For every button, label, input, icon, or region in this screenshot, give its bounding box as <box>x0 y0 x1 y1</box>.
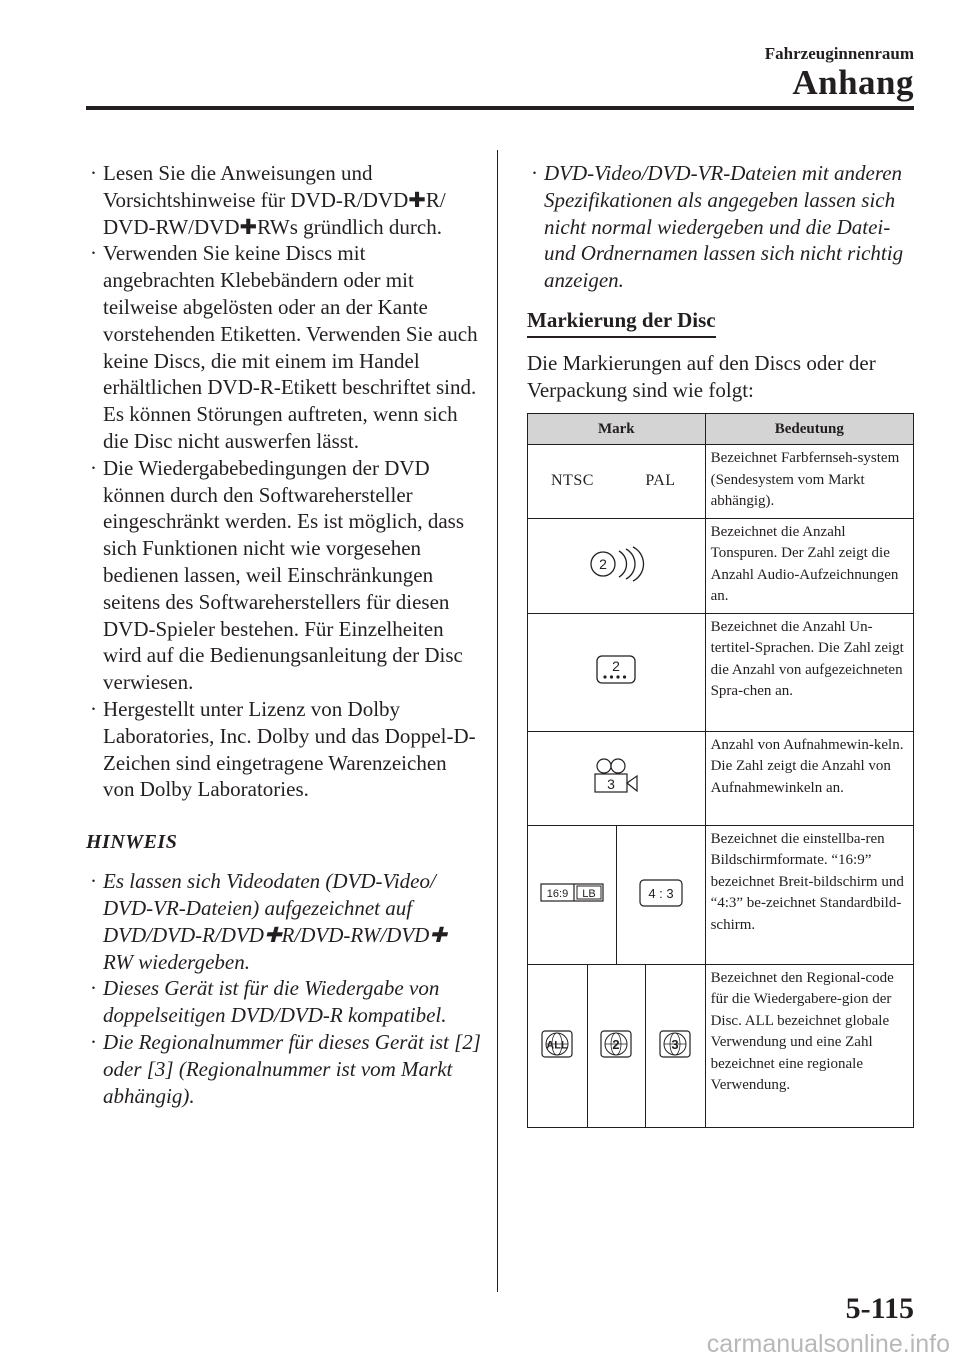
table-row <box>528 445 914 519</box>
bullet-icon: · <box>90 869 97 894</box>
angles-number: 3 <box>607 776 616 792</box>
angles-mark-cell <box>528 731 706 825</box>
note-item-text: DVD-Video/DVD-VR-Dateien mit anderen Spezifikationen als angegeben lassen sich nicht normal wiedergeben und die Datei- und Ordnernamen lassen sich nicht richtig anzeigen. <box>544 161 904 293</box>
list-item-text: Lesen Sie die Anweisungen und Vorsichtshinweise für DVD-R/DVD✚R/ DVD-RW/DVD✚RWs gründlich durch. <box>103 161 446 239</box>
meaning-cell: Bezeichnet Farbfernseh-system (Sendesystem vom Markt abhängig). <box>705 445 913 519</box>
standard-screen-mark-cell <box>616 825 705 964</box>
region-all-label: ALL <box>546 1039 569 1051</box>
color-system-mark-cell <box>528 445 706 519</box>
list-item <box>86 160 481 240</box>
section-intro: Die Markierungen auf den Discs oder der Verpackung sind wie folgt: <box>527 350 876 402</box>
list-item <box>86 455 481 696</box>
note-item-text: Die Regionalnummer für dieses Gerät ist [2] oder [3] (Regionalnummer ist vom Markt abhängig). <box>103 1029 481 1108</box>
note-list <box>86 868 481 1109</box>
note-item <box>86 868 481 975</box>
bullet-icon: · <box>90 161 97 185</box>
standard-screen-icon <box>637 877 685 909</box>
disc-marks-table <box>527 413 914 1128</box>
table-header-row <box>528 414 914 445</box>
note-item-text: Dieses Gerät ist für die Wiedergabe von doppelseitigen DVD/DVD-R kompatibel. <box>103 976 447 1028</box>
table-row <box>528 731 914 825</box>
table-row <box>528 964 914 1127</box>
list-item-text: Die Wiedergabebedingungen der DVD können durch den Softwarehersteller eingeschränkt werden. Es ist möglich, dass sich Funktionen nicht wie vorgesehen bedienen lassen, weil Einschränkungen seitens des Softwareherstellers für diesen DVD-Spieler bestehen. Für Einzelheiten wird auf die Bedienungsanleitung der Disc verwiesen. <box>103 455 464 695</box>
letterbox-label: LB <box>582 887 596 900</box>
list-item-text: Hergestellt unter Lizenz von Dolby Laboratories, Inc. Dolby und das Doppel-D-Zeichen sind eingetragene Warenzeichen von Dolby Laboratories. <box>103 696 476 802</box>
note-list-continued <box>527 160 915 294</box>
audio-tracks-number: 2 <box>599 555 608 572</box>
bullet-icon: · <box>90 455 97 480</box>
globe-icon <box>658 1029 692 1059</box>
subtitles-mark-cell <box>528 613 706 731</box>
bullet-icon: · <box>90 241 97 266</box>
table-row <box>528 613 914 731</box>
table-row <box>528 825 914 964</box>
meaning-cell: Bezeichnet den Regional-code für die Wiedergabere-gion der Disc. ALL bezeichnet globale Verwendung und eine Zahl bezeichnet eine regionale Verwendung. <box>705 964 913 1127</box>
meaning-cell: Bezeichnet die einstellba-ren Bildschirmformate. “16:9” bezeichnet Breit-bildschirm und “4:3” be-zeichnet Standardbild-schirm. <box>705 825 913 964</box>
widescreen-icon <box>539 881 605 905</box>
meaning-cell: Bezeichnet die Anzahl Tonspuren. Der Zahl zeigt die Anzahl Audio-Aufzeichnungen an. <box>705 518 913 613</box>
bullet-list <box>86 160 481 803</box>
globe-icon <box>599 1029 633 1059</box>
ntsc-mark: NTSC <box>551 472 594 490</box>
page-number: 5-115 <box>845 1292 914 1325</box>
aspect-4-3-label: 4 : 3 <box>648 885 674 901</box>
region-2-mark-cell <box>587 964 645 1127</box>
header-rule <box>86 106 914 110</box>
bullet-icon: · <box>90 976 97 1001</box>
watermark: carmanualsonline.info <box>706 1330 950 1358</box>
section-heading: Markierung der Disc <box>527 308 716 338</box>
table-row <box>528 518 914 613</box>
region-3-mark-cell <box>645 964 705 1127</box>
column-header-meaning: Bedeutung <box>705 414 913 445</box>
list-item <box>86 240 481 454</box>
audio-tracks-icon <box>586 546 646 582</box>
region-2-label: 2 <box>612 1036 620 1052</box>
widescreen-mark-cell <box>528 825 617 964</box>
globe-icon <box>540 1029 574 1059</box>
meaning-cell: Bezeichnet die Anzahl Un-tertitel-Sprachen. Die Zahl zeigt die Anzahl von aufgezeichneten Spra-chen an. <box>705 613 913 731</box>
note-item <box>527 160 915 294</box>
subtitles-number: 2 <box>612 658 621 674</box>
note-item <box>86 975 481 1029</box>
bullet-icon: · <box>531 161 538 185</box>
list-item <box>86 696 481 803</box>
note-item <box>86 1029 481 1109</box>
page-title: Anhang <box>792 63 914 102</box>
bullet-icon: · <box>90 696 97 721</box>
camera-angle-icon <box>588 756 644 796</box>
meaning-cell: Anzahl von Aufnahmewin-keln. Die Zahl zeigt die Anzahl von Aufnahmewinkeln an. <box>705 731 913 825</box>
left-column <box>86 160 481 1109</box>
region-3-label: 3 <box>671 1036 679 1052</box>
audio-tracks-mark-cell <box>528 518 706 613</box>
aspect-16-9-label: 16:9 <box>546 887 569 900</box>
region-all-mark-cell <box>528 964 588 1127</box>
note-item-text: Es lassen sich Videodaten (DVD-Video/ DVD-VR-Dateien) aufgezeichnet auf DVD/DVD-R/DVD✚R/DVD-RW/DVD✚ RW wiedergeben. <box>103 869 447 974</box>
pal-mark: PAL <box>645 472 676 490</box>
subtitles-icon <box>594 652 638 688</box>
header-section-label: Fahrzeuginnenraum <box>764 44 914 63</box>
right-column <box>527 160 915 404</box>
list-item-text: Verwenden Sie keine Discs mit angebrachten Klebebändern oder mit teilweise abgelösten oder an der Kante vorstehenden Etiketten. Verwenden Sie auch keine Discs, die mit einem im Handel erhältlichen DVD-R-Etikett beschriftet sind. Es können Störungen auftreten, wenn sich die Disc nicht auswerfen lässt. <box>103 241 478 453</box>
note-title: HINWEIS <box>86 831 178 854</box>
bullet-icon: · <box>90 1029 97 1054</box>
column-divider <box>497 150 498 1292</box>
column-header-mark: Mark <box>528 414 706 445</box>
